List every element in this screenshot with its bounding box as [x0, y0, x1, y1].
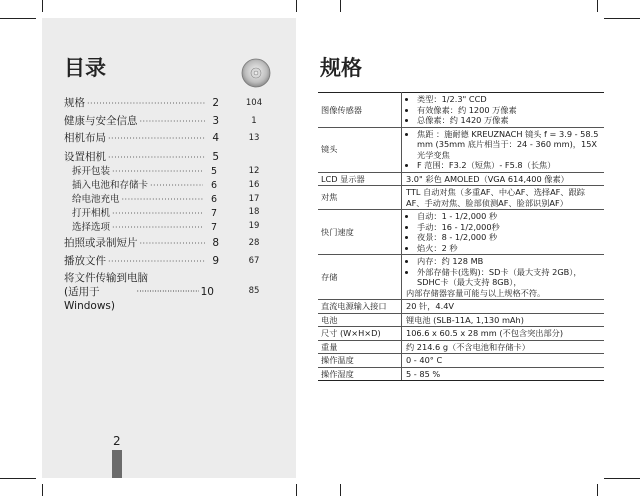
toc-item-label: 给电池充电: [72, 194, 120, 205]
spec-value: [402, 93, 605, 128]
toc-item-page: 10: [200, 286, 214, 298]
spec-row-dc-input: [318, 300, 604, 314]
spec-row-storage: [318, 255, 604, 300]
toc-item-setup[interactable]: [64, 150, 219, 164]
spec-row-weight: [318, 340, 604, 354]
spec-key: 图像传感器: [318, 93, 402, 128]
toc-item-transfer[interactable]: [64, 271, 214, 313]
toc-item-label: 相机布局: [64, 132, 106, 144]
spec-bullet: • 内存：约 128 MB: [417, 256, 601, 267]
toc-item-label: 健康与安全信息: [64, 115, 138, 127]
spec-bullet: • 总像素：约 1420 万像素: [417, 115, 601, 126]
toc-item-page: 5: [212, 151, 219, 163]
crop-mark: [597, 484, 598, 496]
spec-note: 内部存储器容量可能与以上规格不符。: [406, 287, 546, 298]
leader-dots: [87, 97, 205, 111]
toc-item-label: 拆开包装: [72, 166, 111, 177]
manual-page-ref: 104: [245, 98, 263, 108]
spec-bullet: • 焰火：2 秒: [417, 243, 601, 254]
manual-page-ref: 28: [248, 238, 260, 248]
spec-value: 约 214.6 g（不含电池和存储卡）: [402, 340, 605, 354]
manual-page-ref: 17: [248, 194, 260, 204]
toc-item-page: 4: [212, 132, 219, 144]
toc-item-camera-layout[interactable]: [64, 131, 219, 145]
leader-dots: [150, 179, 203, 193]
spec-row-battery: [318, 313, 604, 327]
toc-item-label: 将文件传输到电脑: [64, 272, 148, 284]
toc-item-page: 5: [210, 166, 217, 177]
spec-key: 操作湿度: [318, 367, 402, 381]
toc-item-page: 6: [210, 194, 217, 205]
toc-title: 目录: [64, 56, 106, 80]
toc-item-insert-battery[interactable]: [72, 179, 217, 193]
toc-item-page: 9: [212, 255, 219, 267]
spec-value: 锂电池 (SLB-11A, 1,130 mAh): [402, 313, 605, 327]
toc-item-label: 设置相机: [64, 151, 106, 163]
crop-mark: [0, 478, 36, 479]
spec-bullet: • 类型：1/2.3" CCD: [417, 94, 601, 105]
toc-item-turn-on[interactable]: [72, 207, 217, 221]
manual-page-ref: 13: [248, 133, 260, 143]
spec-bullet: • 焦距 ：施耐德 KREUZNACH 镜头 f = 3.9 - 58.5 mm (35mm 底片相当于：24 - 360 mm)，15X 光学变焦: [417, 129, 601, 161]
crop-mark: [604, 18, 640, 19]
crop-mark: [597, 0, 598, 12]
spec-value: [402, 210, 605, 255]
toc-item-capture[interactable]: [64, 236, 219, 250]
toc-item-label: 插入电池和存储卡: [72, 180, 149, 191]
spec-value: 20 针，4.4V: [402, 300, 605, 314]
leader-dots: [108, 255, 205, 269]
crop-mark: [296, 0, 297, 12]
spec-key: 电池: [318, 313, 402, 327]
spec-key: 尺寸 (W×H×D): [318, 327, 402, 341]
crop-mark: [296, 484, 297, 496]
spec-bullet: • 自动：1 - 1/2,000 秒: [417, 211, 601, 222]
toc-item-page: 7: [210, 208, 217, 219]
spec-value: 0 - 40° C: [402, 354, 605, 368]
spec-value: 5 - 85 %: [402, 367, 605, 381]
crop-mark: [340, 0, 341, 12]
spec-key: 对焦: [318, 186, 402, 210]
spec-key: LCD 显示器: [318, 172, 402, 186]
manual-page-ref: 1: [251, 116, 257, 126]
spec-row-operating-temp: [318, 354, 604, 368]
spec-bullet: • 有效像素：约 1200 万像素: [417, 105, 601, 116]
spec-row-focus: [318, 186, 604, 210]
crop-mark: [604, 478, 640, 479]
crop-mark: [0, 18, 36, 19]
spec-row-operating-humidity: [318, 367, 604, 381]
manual-page-ref: 19: [248, 221, 260, 231]
toc-item-label: 播放文件: [64, 255, 106, 267]
crop-mark: [42, 484, 43, 496]
spec-key: 镜头: [318, 127, 402, 172]
toc-item-page: 8: [212, 237, 219, 249]
toc-item-page: 6: [210, 180, 217, 191]
spec-row-dimensions: [318, 327, 604, 341]
manual-page-ref: 16: [248, 180, 260, 190]
spec-value: 3.0" 彩色 AMOLED（VGA 614,400 像素）: [402, 172, 605, 186]
spec-key: 直流电源输入接口: [318, 300, 402, 314]
spec-row-lcd: [318, 172, 604, 186]
toc-item-unpack[interactable]: [72, 165, 217, 179]
toc-item-label-line2: (适用于 Windows): [64, 286, 115, 312]
spec-bullet: • 夜景：8 - 1/2,000 秒: [417, 232, 601, 243]
spec-value: TTL 自动对焦（多重AF、中心AF、选择AF、跟踪AF、手动对焦、脸部侦测AF、脸部识别AF）: [402, 186, 605, 210]
spec-key: 存储: [318, 255, 402, 300]
spec-key: 重量: [318, 340, 402, 354]
leader-dots: [137, 285, 199, 313]
leader-dots: [112, 221, 203, 235]
toc-item-health-safety[interactable]: [64, 114, 219, 128]
leader-dots: [140, 237, 206, 251]
leader-dots: [108, 151, 205, 165]
manual-page-ref: 18: [248, 207, 260, 217]
spec-value: [402, 255, 605, 300]
spec-row-lens: [318, 127, 604, 172]
specs-title: 规格: [320, 56, 362, 80]
toc-item-specs[interactable]: [64, 96, 219, 110]
toc-item-label: 拍照或录制短片: [64, 237, 138, 249]
toc-item-label: 规格: [64, 97, 85, 109]
toc-item-page: 7: [210, 222, 217, 233]
leader-dots: [108, 132, 205, 146]
crop-mark: [340, 484, 341, 496]
crop-mark: [42, 0, 43, 12]
spec-key: 操作温度: [318, 354, 402, 368]
page-number: 2: [113, 434, 121, 448]
spec-value: 106.6 x 60.5 x 28 mm (不包含突出部分): [402, 327, 605, 341]
toc-item-label: 选择选项: [72, 222, 111, 233]
toc-item-playback[interactable]: [64, 254, 219, 268]
spec-row-image-sensor: [318, 93, 604, 128]
spec-value: [402, 127, 605, 172]
spec-bullet: • 手动：16 - 1/2,000秒: [417, 222, 601, 233]
spec-bullet: • F 范围：F3.2（短焦）- F5.8（长焦）: [417, 160, 601, 171]
manual-page-ref: 12: [248, 166, 260, 176]
toc-item-select-options[interactable]: [72, 221, 217, 235]
specs-table: [318, 92, 604, 381]
spec-row-shutter: [318, 210, 604, 255]
manual-page-ref: 85: [248, 286, 260, 296]
spec-bullet: • 外部存储卡(选购)：SD卡（最大支持 2GB），SDHC卡（最大支持 8GB），: [417, 267, 601, 288]
page-tab-marker: [112, 450, 122, 478]
cd-disc-icon: [241, 58, 271, 88]
toc-item-page: 3: [212, 115, 219, 127]
leader-dots: [112, 207, 203, 221]
leader-dots: [140, 115, 206, 129]
toc-item-charge-battery[interactable]: [72, 193, 217, 207]
toc-item-page: 2: [212, 97, 219, 109]
manual-page-ref: 67: [248, 256, 260, 266]
toc-item-label: 打开相机: [72, 208, 111, 219]
spec-key: 快门速度: [318, 210, 402, 255]
leader-dots: [122, 193, 203, 207]
leader-dots: [112, 165, 203, 179]
